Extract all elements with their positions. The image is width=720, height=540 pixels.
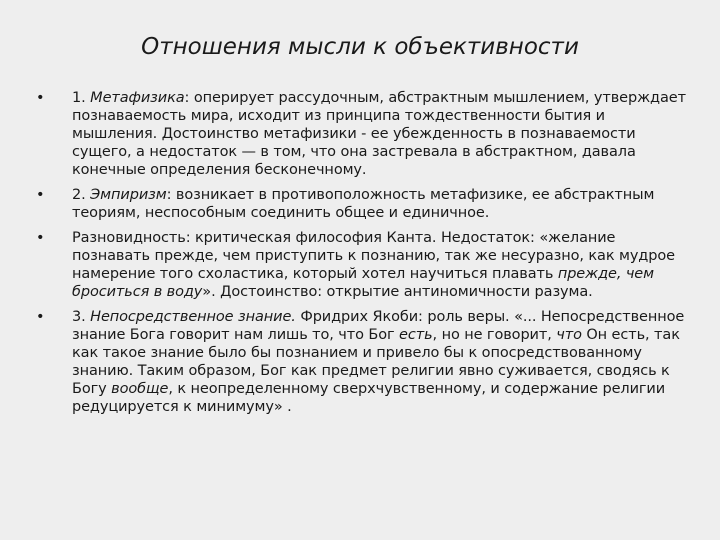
bullet-text: 1.: [72, 90, 91, 106]
bullet-item-kant: [36, 229, 686, 301]
bullet-term: Непосредственное знание.: [90, 309, 296, 325]
bullet-dot-icon: •: [36, 187, 45, 203]
bullet-text: ». Достоинство: открытие антиномичности разума.: [202, 284, 593, 300]
bullet-text: Разновидность: критическая философия Канта. Недостаток: «желание познавать прежде, чем приступить к познанию, так же несуразно, как мудрое намерение того схоластика, который хотел научиться плавать: [72, 230, 675, 282]
bullet-dot-icon: •: [36, 230, 45, 246]
bullet-item-empiricism: [36, 186, 686, 222]
bullet-term: Метафизика: [90, 90, 185, 106]
bullet-text: , к неопределенному сверхчувственному, и содержание религии редуцируется к минимуму» .: [72, 381, 666, 415]
bullet-text: Он есть, так как такое знание было бы познанием и привело бы к опосредствованному знанию. Таким образом, Бог как предмет религии явно суживается, сводясь к Богу: [72, 327, 680, 397]
bullet-text: 2.: [72, 187, 91, 203]
bullet-term: Эмпиризм: [90, 187, 167, 203]
bullet-text: : оперирует рассудочным, абстрактным мышлением, утверждает познаваемость мира, исходит из принципа тождественности бытия и мышления. Достоинство метафизики - ее убежденность в познаваемости сущего, а недостаток — в том, что она застревала в абстрактном, давала конечные определения бесконечному.: [72, 90, 686, 178]
bullet-text: , но не говорит,: [432, 327, 557, 343]
bullet-emphasis: прежде, чем броситься в воду: [72, 266, 654, 300]
bullet-text: 3.: [72, 309, 91, 325]
bullet-list: [36, 89, 686, 423]
bullet-dot-icon: •: [36, 309, 45, 325]
bullet-item-immediate-knowledge: [36, 308, 686, 416]
bullet-item-metaphysics: [36, 89, 686, 179]
bullet-dot-icon: •: [36, 90, 45, 106]
bullet-emphasis: есть: [399, 327, 433, 343]
slide-title: Отношения мысли к объективности: [141, 34, 579, 60]
bullet-emphasis: вообще: [111, 381, 169, 397]
bullet-text: Фридрих Якоби: роль веры. «... Непосредственное знание Бога говорит нам лишь то, что Бог: [72, 309, 685, 343]
bullet-emphasis: что: [556, 327, 582, 343]
bullet-text: : возникает в противоположность метафизике, ее абстрактным теориям, неспособным соединить общее и единичное.: [72, 187, 655, 221]
